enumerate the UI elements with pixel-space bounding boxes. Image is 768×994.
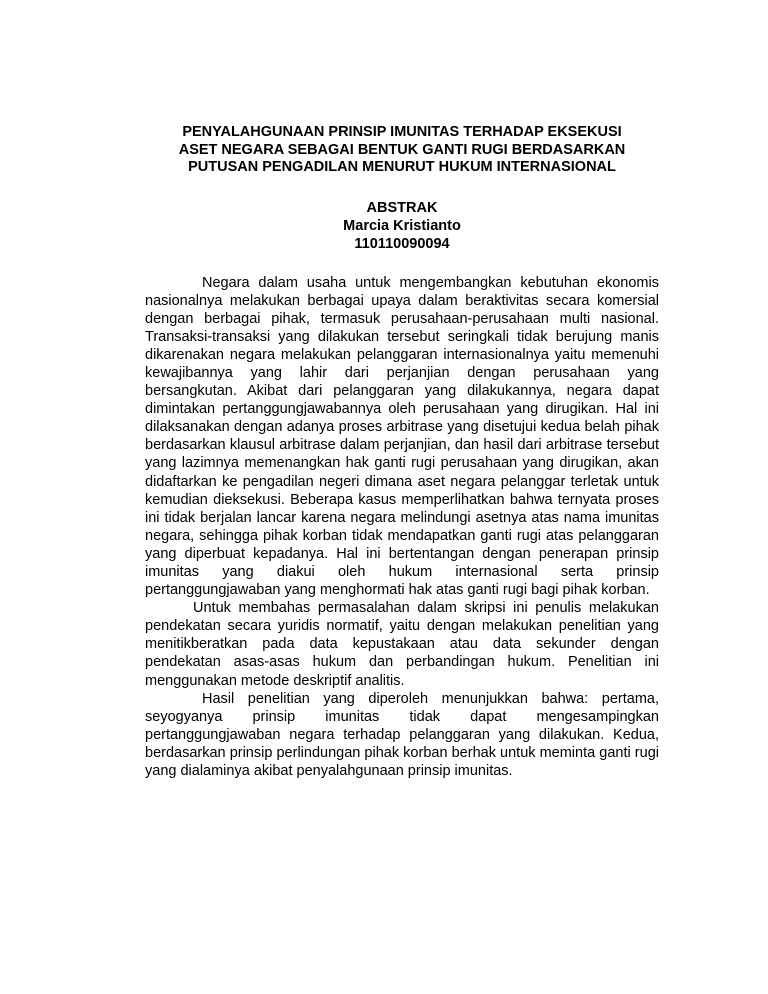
abstract-paragraph-2: Untuk membahas permasalahan dalam skripsi ini penulis melakukan pendekatan secara yuridis normatif, yaitu dengan melakukan penelitian yang menitikberatkan pada data kepustakaan atau data sekunder dengan pendekatan asas-asas hukum dan perbandingan hukum. Penelitian ini menggunakan metode deskriptif analitis. xyxy=(145,600,659,689)
title-line-1: PENYALAHGUNAAN PRINSIP IMUNITAS TERHADAP EKSEKUSI xyxy=(182,124,622,140)
author-name: Marcia Kristianto xyxy=(343,217,461,234)
abstract-heading: ABSTRAK xyxy=(366,199,438,216)
student-id: 110110090094 xyxy=(354,235,450,252)
abstract-body xyxy=(145,274,659,781)
abstract-header xyxy=(145,199,659,253)
abstract-paragraph-1: Negara dalam usaha untuk mengembangkan kebutuhan ekonomis nasionalnya melakukan berbagai upaya dalam beraktivitas secara komersial dengan berbagai pihak, termasuk perusahaan-perusahaan multi nasional. Transaksi-transaksi yang dilakukan tersebut seringkali tidak berujung manis dikarenakan negara melakukan pelanggaran internasionalnya yaitu memenuhi kewajibannya yang lahir dari perjanjian dengan perusahaan yang bersangkutan. Akibat dari pelanggaran yang dilakukannya, negara dapat dimintakan pertanggungjawabannya oleh perusahaan yang dirugikan. Hal ini dilaksanakan dengan adanya proses arbitrase yang disetujui kedua belah pihak berdasarkan klausul arbitrase dalam perjanjian, dan hasil dari arbitrase tersebut yang lazimnya memenangkan hak ganti rugi perusahaan yang dirugikan, akan didaftarkan ke pengadilan negeri dimana aset negara pelanggar terletak untuk kemudian dieksekusi. Beberapa kasus memperlihatkan bahwa ternyata proses ini tidak berjalan lancar karena negara melindungi asetnya atas nama imunitas negara, sehingga pihak korban tidak mendapatkan ganti rugi atas pelanggaran yang diperbuat kepadanya. Hal ini bertentangan dengan penerapan prinsip imunitas yang diakui oleh hukum internasional serta prinsip pertanggungjawaban yang menghormati hak atas ganti rugi bagi pihak korban. xyxy=(145,274,659,599)
abstract-paragraph-3: Hasil penelitian yang diperoleh menunjukkan bahwa: pertama, seyogyanya prinsip imunitas tidak dapat mengesampingkan pertanggungjawaban negara terhadap pelanggaran yang dilakukan. Kedua, berdasarkan prinsip perlindungan pihak korban berhak untuk meminta ganti rugi yang dialaminya akibat penyalahgunaan prinsip imunitas. xyxy=(145,690,659,780)
title-line-3: PUTUSAN PENGADILAN MENURUT HUKUM INTERNASIONAL xyxy=(188,159,616,175)
document-title xyxy=(145,124,659,177)
document-page xyxy=(145,124,659,780)
title-line-2: ASET NEGARA SEBAGAI BENTUK GANTI RUGI BERDASARKAN xyxy=(178,141,626,158)
